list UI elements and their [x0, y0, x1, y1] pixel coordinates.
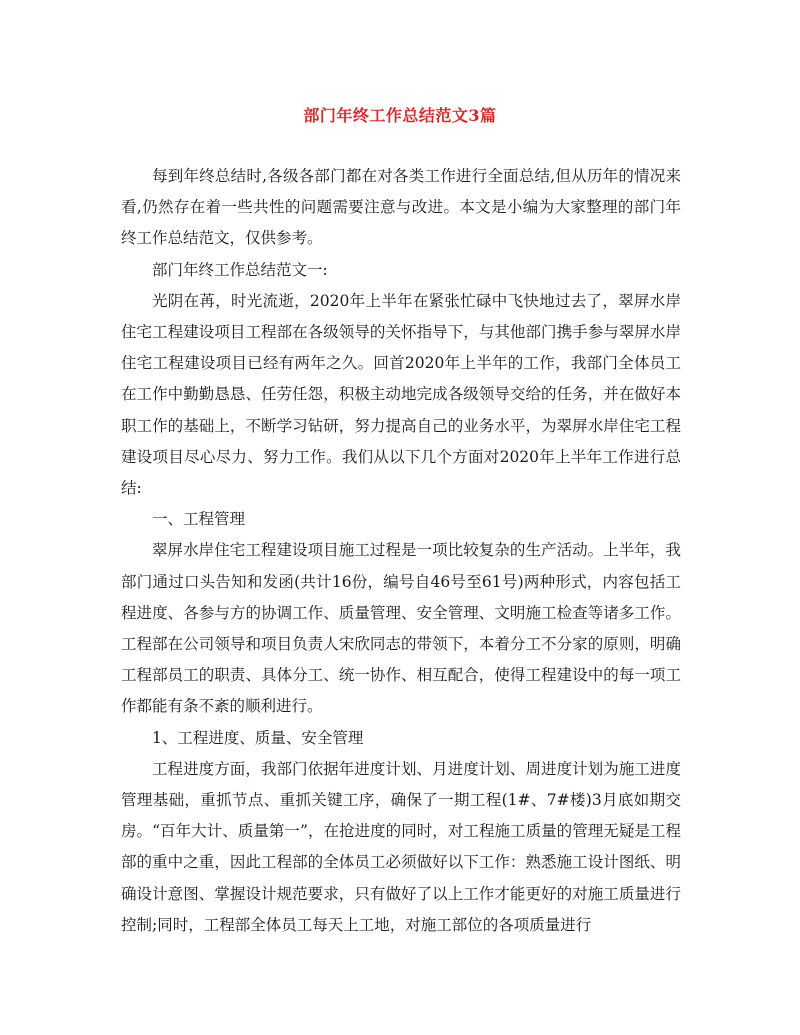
- document-title: 部门年终工作总结范文3篇: [303, 106, 497, 125]
- section-heading-engineering-management: 一、工程管理: [152, 510, 246, 529]
- section-heading-sample-one: 部门年终工作总结范文一:: [152, 260, 328, 279]
- progress-quality-paragraph: 工程进度方面，我部门依据年进度计划、月进度计划、周进度计划为施工进度管理基础，重抓节点、重抓关键工序，确保了一期工程(1#、7#楼)3月底如期交房。“百年大计、质量第一”，在抢进度的同时，对工程施工质量的管理无疑是工程部的重中之重，因此工程部的全体员工必须做好以下工作：熟悉施工设计图纸、明确设计意图、掌握设计规范要求，只有做好了以上工作才能更好的对施工质量进行控制;同时，工程部全体员工每天上工地，对施工部位的各项质量进行: [121, 759, 681, 934]
- intro-paragraph: 每到年终总结时,各级各部门都在对各类工作进行全面总结,但从历年的情况来看,仍然存在着一些共性的问题需要注意与改进。本文是小编为大家整理的部门年终工作总结范文，仅供参考。: [121, 167, 681, 248]
- engineering-management-paragraph: 翠屏水岸住宅工程建设项目施工过程是一项比较复杂的生产活动。上半年，我部门通过口头告知和发函(共计16份，编号自46号至61号)两种形式，内容包括工程进度、各参与方的协调工作、质量管理、安全管理、文明施工检查等诸多工作。工程部在公司领导和项目负责人宋欣同志的带领下，本着分工不分家的原则，明确工程部员工的职责、具体分工、统一协作、相互配合，使得工程建设中的每一项工作都能有条不紊的顺利进行。: [121, 541, 681, 716]
- subheading-progress-quality-safety: 1、工程进度、质量、安全管理: [152, 728, 364, 747]
- overview-paragraph: 光阴在苒，时光流逝，2020年上半年在紧张忙碌中飞快地过去了，翠屏水岸住宅工程建设项目工程部在各级领导的关怀指导下，与其他部门携手参与翠屏水岸住宅工程建设项目已经有两年之久。回首2020年上半年的工作，我部门全体员工在工作中勤勤恳恳、任劳任怨，积极主动地完成各级领导交给的任务，并在做好本职工作的基础上，不断学习钻研，努力提高自己的业务水平，为翠屏水岸住宅工程建设项目尽心尽力、努力工作。我们从以下几个方面对2020年上半年工作进行总结:: [121, 291, 681, 498]
- document-body: [121, 161, 681, 941]
